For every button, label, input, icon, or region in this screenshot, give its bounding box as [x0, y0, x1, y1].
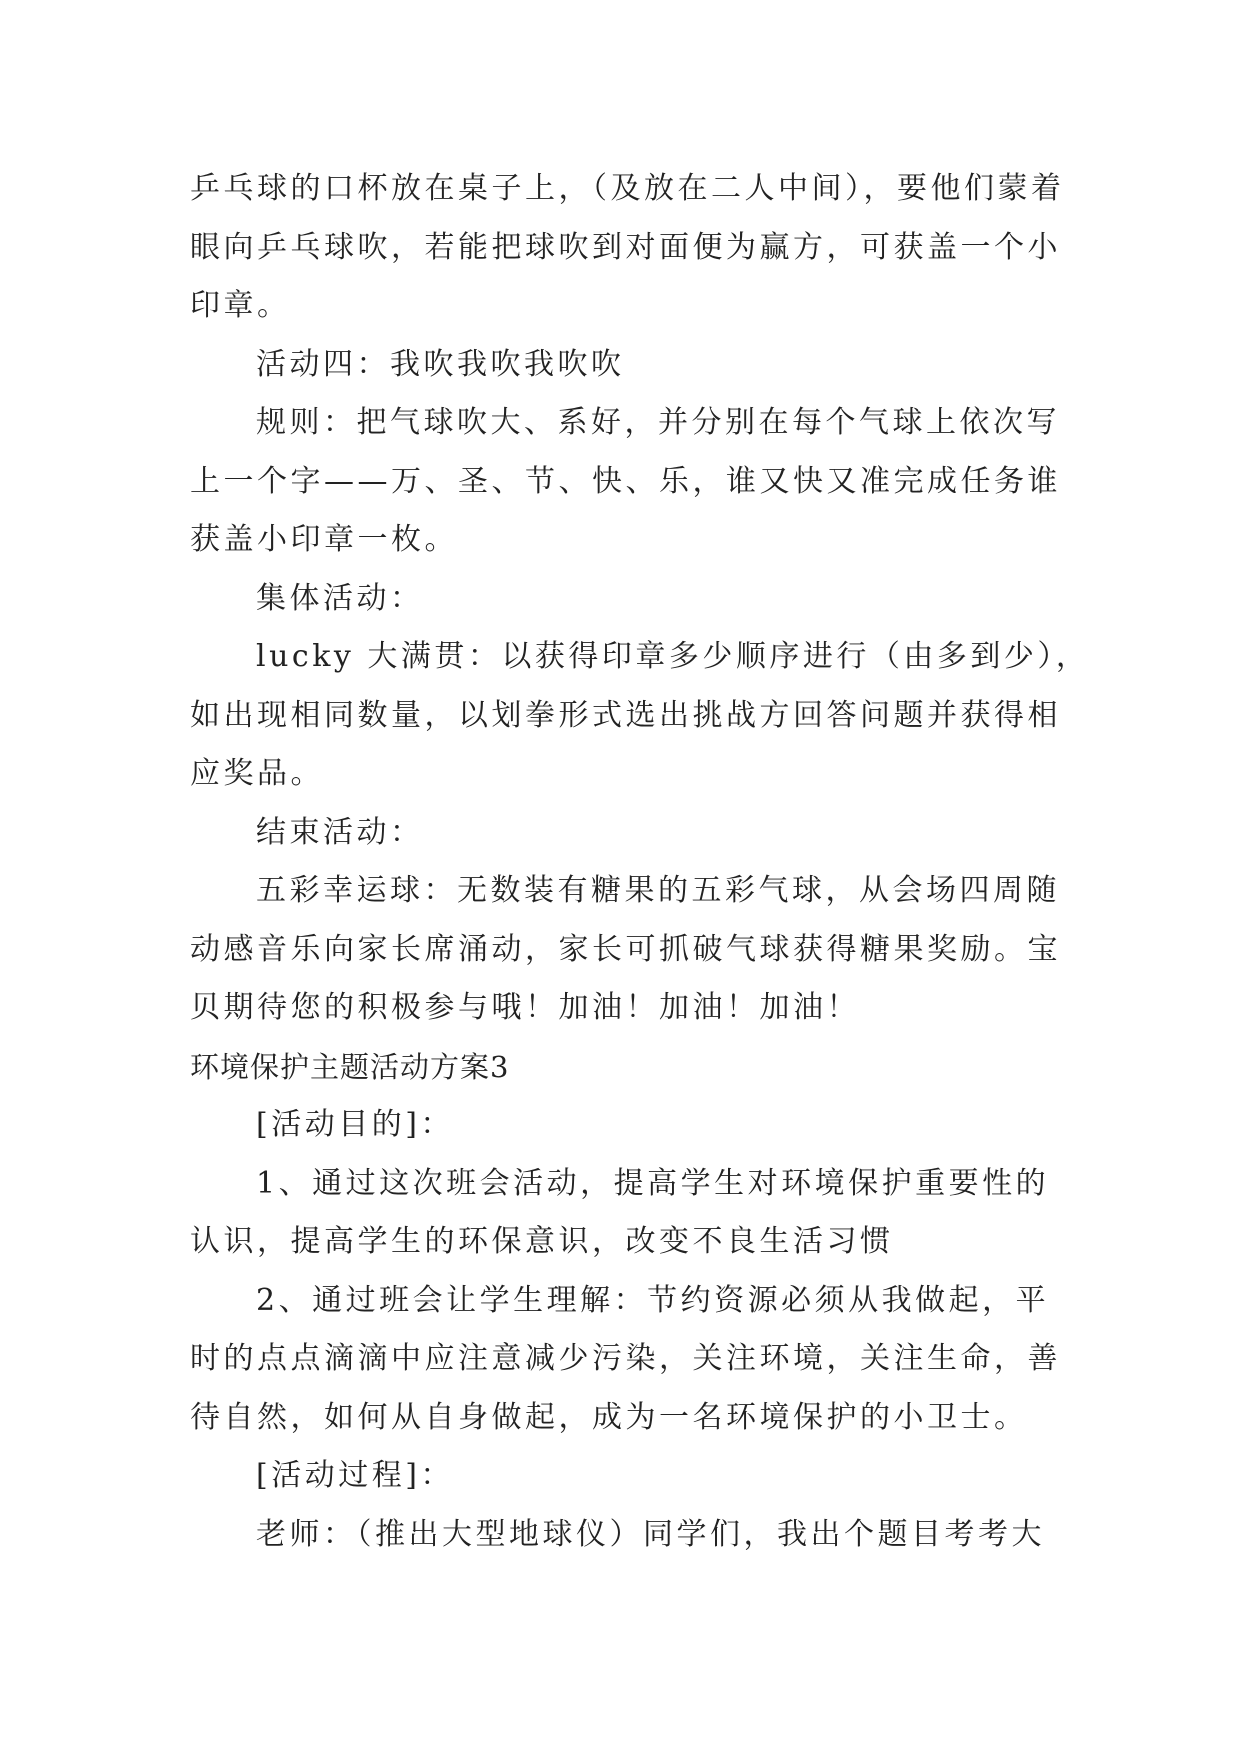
body-line: 应奖品。 — [190, 756, 324, 791]
body-line: 印章。 — [190, 288, 291, 323]
body-line: 五彩幸运球：无数装有糖果的五彩气球，从会场四周随 — [256, 873, 1060, 908]
body-line: 贝期待您的积极参与哦！加油！加油！加油！ — [190, 990, 860, 1025]
body-line: 规则：把气球吹大、系好，并分别在每个气球上依次写 — [256, 405, 1060, 440]
document-body — [190, 160, 1090, 1564]
section-title-group-activity: 集体活动： — [256, 580, 424, 616]
body-line: 眼向乒乓球吹，若能把球吹到对面便为赢方，可获盖一个小 — [190, 229, 1061, 265]
body-line: 获盖小印章一枚。 — [190, 522, 458, 557]
body-line: 上一个字——万、圣、节、快、乐，谁又快又准完成任务谁 — [190, 463, 1061, 499]
body-line: 如出现相同数量，以划拳形式选出挑战方回答问题并获得相 — [190, 697, 1061, 733]
body-line: 认识，提高学生的环保意识，改变不良生活习惯 — [190, 1224, 894, 1259]
body-line: lucky 大满贯：以获得印章多少顺序进行（由多到少）， — [256, 639, 1090, 674]
body-line: 2、通过班会让学生理解：节约资源必须从我做起，平 — [256, 1282, 1050, 1318]
body-line: 动感音乐向家长席涌动，家长可抓破气球获得糖果奖励。宝 — [190, 931, 1061, 967]
body-line: 老师：（推出大型地球仪）同学们，我出个题目考考大 — [256, 1516, 1045, 1552]
section-title-activity-four: 活动四：我吹我吹我吹吹 — [256, 346, 625, 382]
section-title-activity-goals: [活动目的]： — [256, 1107, 454, 1142]
body-line: 时的点点滴滴中应注意减少污染，关注环境，关注生命，善 — [190, 1341, 1061, 1376]
body-line: 1、通过这次班会活动，提高学生对环境保护重要性的 — [256, 1165, 1050, 1201]
body-line: 乒乓球的口杯放在桌子上，（及放在二人中间），要他们蒙着 — [190, 171, 1065, 206]
section-title-activity-process: [活动过程]： — [256, 1458, 454, 1493]
document-heading: 环境保护主题活动方案3 — [190, 1049, 510, 1084]
body-line: 待自然，如何从自身做起，成为一名环境保护的小卫士。 — [190, 1399, 1028, 1435]
section-title-closing-activity: 结束活动： — [256, 814, 424, 850]
